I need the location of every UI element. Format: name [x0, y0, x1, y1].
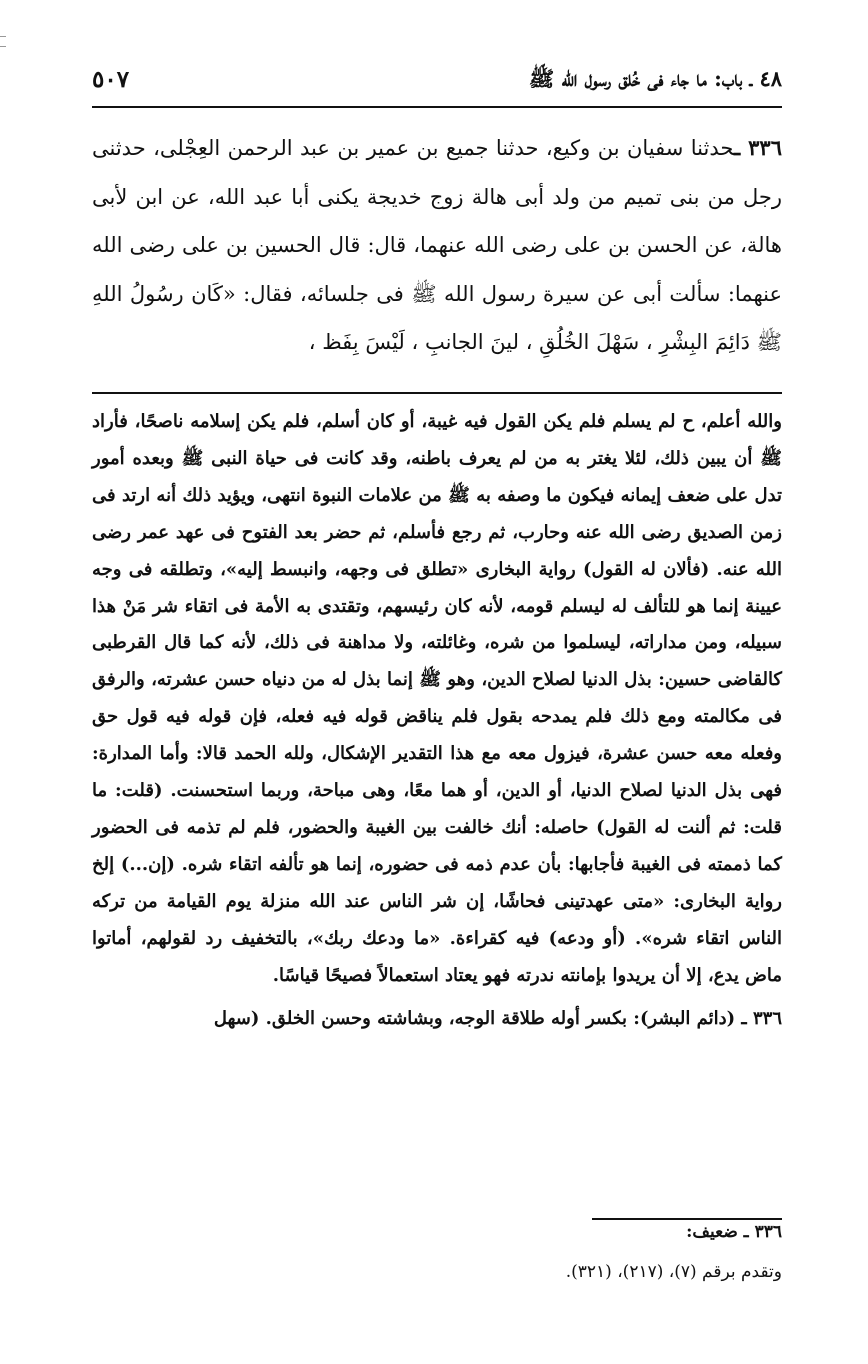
page-number: ٥٠٧	[92, 66, 130, 93]
commentary-text	[92, 404, 782, 1037]
hadith-number: ٣٣٦ ـ	[733, 135, 782, 160]
running-header	[92, 60, 782, 100]
commentary-body: والله أعلم، ح لم يسلم فلم يكن القول فيه غيبة، أو كان أسلم، فلم يكن إسلامه ناصحًا، فأراد ﷺ أن يبين ذلك، لئلا يغتر به من لم يعرف باطنه، وقد كانت فى حياة النبى ﷺ وبعده أمور تدل على ضعف إيمانه فيكون ما وصفه به ﷺ من علامات النبوة انتهى، ويؤيد ذلك أنه ارتد فى زمن الصديق رضى الله عنه وحارب، ثم رجع فأسلم، ثم حضر بعد الفتوح فى عهد عمر رضى الله عنه. (فألان له القول) رواية البخارى «تطلق فى وجهه، وانبسط إليه»، وتطلقه فى وجه عيينة إنما هو للتألف له ليسلم قومه، لأنه كان رئيسهم، وتقتدى به الأمة فى اتقاء شر مَنْ هذا سبيله، ومن مداراته، ليسلموا من شره، وغائلته، ولا مداهنة فى ذلك، لأنه كما قال القرطبى كالقاضى حسين: بذل الدنيا لصلاح الدين، وهو ﷺ إنما بذل له من دنياه حسن عشرته، والرفق فى مكالمته ومع ذلك فلم يمدحه بقول فلم يناقض قوله فيه فعله، فإن قوله فيه قول حق وفعله معه حسن عشرة، فيزول معه مع هذا التقدير الإشكال، ولله الحمد قالا: وأما المدارة: فهى بذل الدنيا لصلاح الدنيا، أو الدين، أو هما معًا، وهى مباحة، وربما استحسنت. (قلت: ما قلت: ثم ألنت له القول) حاصله: أنك خالفت بين الغيبة والحضور، فلم لم تذمه فى الحضور كما ذممته فى الغيبة فأجابها: بأن عدم ذمه فى حضوره، إنما هو تألفه اتقاء شره. (إن...) إلخ رواية البخارى: «متى عهدتينى فحاشًا، إن شر الناس عند الله منزلة يوم القيامة من تركه الناس اتقاء شره». (أو ودعه) فيه كقراءة. «ما ودعك ربك»، بالتخفيف رد لقولهم، أماتوا ماض يدع، إلا أن يريدوا بإمانته ندرته فهو يعتاد استعمالاً فصيحًا قياسًا.	[92, 411, 782, 986]
hadith-text	[92, 124, 782, 367]
margin-mark	[0, 46, 6, 47]
hadith-body: حدثنا سفيان بن وكيع، حدثنا جميع بن عمير بن عبد الرحمن العِجْلى، حدثنى رجل من بنى تميم من ولد أبى هالة زوج خديجة يكنى أبا عبد الله، عن ابن لأبى هالة، عن الحسن بن على رضى الله عنهما، قال: قال الحسين بن على رضى الله عنهما: سألت أبى عن سيرة رسول الله ﷺ فى جلسائه، فقال: «كَان رسُولُ اللهِ ﷺ دَائِمَ البِشْرِ ، سَهْلَ الخُلُقِ ، لينَ الجانبِ ، لَيْسَ بِفَظ ،	[92, 136, 782, 354]
margin-mark	[0, 36, 6, 37]
commentary-second-entry: ٣٣٦ ـ (دائم البشر): بكسر أوله طلاقة الوجه، وبشاشته وحسن الخلق. (سهل	[213, 1007, 782, 1029]
footnote-text: وتقدم برقم (٧)، (٢١٧)، (٣٢١).	[565, 1262, 782, 1282]
header-divider	[92, 106, 782, 108]
footnote-title: ٣٣٦ ـ ضعيف:	[686, 1222, 782, 1242]
section-divider	[92, 392, 782, 394]
footnote-divider	[592, 1218, 782, 1220]
chapter-title: ٤٨ ـ باب: ما جاء فى خُلق رسول الله ﷺ	[528, 66, 782, 91]
